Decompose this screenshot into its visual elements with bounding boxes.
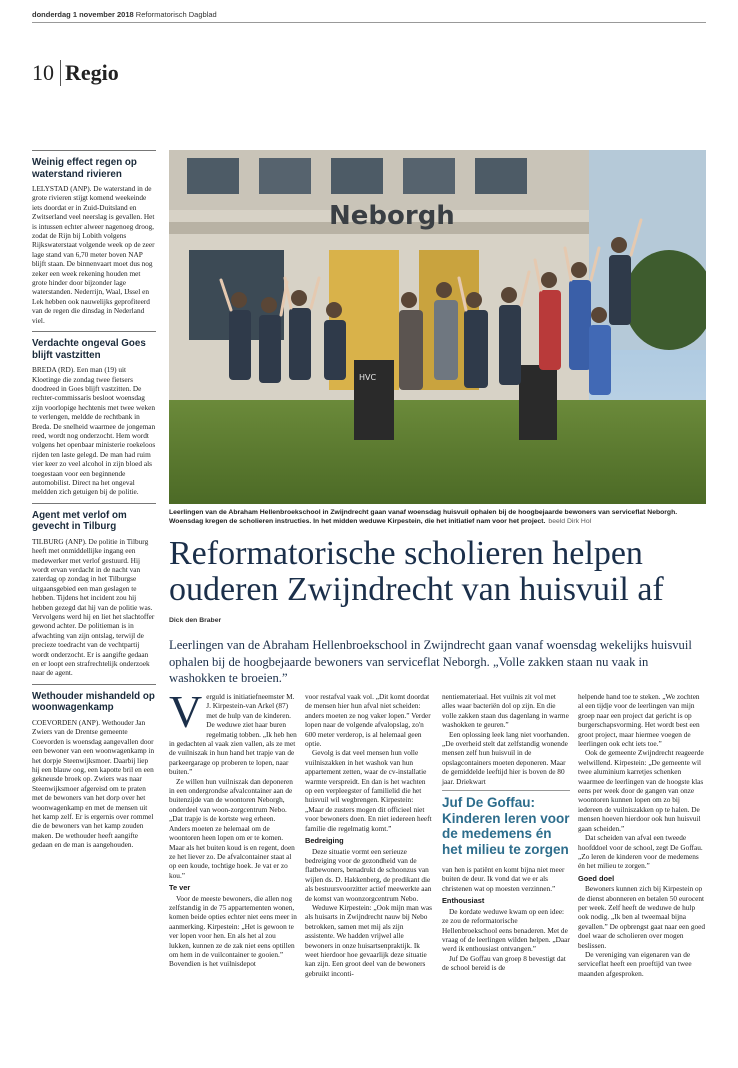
paragraph: nentiemateriaal. Het vuilnis zit vol met alles waar bacteriën dol op zijn. En die volle zakken staan dus dagenlang in warme washokken te geuren.” [442,692,569,730]
paragraph: helpende hand toe te steken. „We zochten al een tijdje voor de leerlingen van mijn groep naar een project dat gericht is op burgerschapsvorming. Het wordt best een groot project, maar hiermee voegen de leerlingen ook echt iets toe.” [578,692,700,749]
building-sign: Neborgh [329,201,455,231]
subheading: Bedreiging [305,836,344,846]
article-column-3 [442,692,570,973]
brief-title: Agent met verlof om gevecht in Tilburg [32,509,127,533]
brief-title: Verdachte ongeval Goes blijft vastzitten [32,338,146,361]
brief-body: TILBURG (ANP). De politie in Tilburg heeft met onmiddellijke ingang een medewerker met verlof gestuurd. Hij wordt ervan verdacht in de nacht van zaterdag op zondag in het Tilburgse uitgaansgebied een man geslagen te hebben. Tijdens het incident zou hij hebben gezegd dat hij van de politie was. Vervolgens werd hij en liet het slachtoffer gewond achter. De politieman is in afwachting van zijn ontslag, terwijl de precieze toedracht van de vechtpartij wordt onderzocht. Er is aangifte gedaan en er loopt een strafrechtelijk onderzoek naar de agent. [32,536,155,678]
article-lede: Leerlingen van de Abraham Hellenbroekschool in Zwijndrecht gaan vanaf woensdag wekelijks huisvuil ophalen bij de hoogbejaarde bewoners van serviceflat Neborgh. „Volle zakken staan nu vaak in washokken te broeien.” [169,638,692,685]
paragraph: Bewoners kunnen zich bij Kirpestein op de dienst abonneren en betalen 50 eurocent per week. Zelf heeft de weduwe de hulp ook nodig. „Ik ben al tweemaal bijna gevallen.” De opbrengst gaat naar een goed doel waar de scholieren over mogen beslissen. [578,884,706,950]
caption-text: Leerlingen van de Abraham Hellenbroekschool in Zwijndrecht gaan vanaf woensdag huisvuil ophalen bij de hoogbejaarde bewoners van serviceflat Neborgh. Woensdag kregen de scholieren instructies. In het midden weduwe Kirpestein, die het initiatief nam voor het project. [169,509,678,525]
paragraph: van hen is patiënt en komt bijna niet meer buiten de deur. Ik vond dat we er als christenen wat op moesten verzinnen.” [442,865,565,893]
paragraph: Verguld is initiatiefneemster M. J. Kirpestein-van Arkel (87) met de hulp van de kinderen. De weduwe ziet haar buren regelmatig tobben. „Ik heb hen in gedachten al vaak zien vallen, als ze met de vuilniszak in hun hand het trapje van de parkeergarage op proberen te lopen, naar buiten.” [169,686,297,777]
dateline [32,10,217,19]
paragraph: Ze willen hun vuilniszak dan deponeren in een ondergrondse afvalcontainer aan de buitenzijde van de woontoren Neborgh, onderdeel van woon-zorgcentrum Nebo. „Dat trapje is de kortste weg erheen. Anders moeten ze helemaal om de woontoren heen lopen om er te komen. Maar als het buiten koud is en regent, doen ze het liever zo. De afvalcontainer staat al op een koude, tochtige hoek. Je vat er zo kou.” [169,776,295,880]
paragraph: De vereniging van eigenaren van de serviceflat heeft een proeftijd van twee maanden afgesproken. [578,949,692,978]
subheading: Goed doel [578,873,615,883]
brief-body: LELYSTAD (ANP). De waterstand in de grote rivieren stijgt komend weekeinde iets doordat er in Zuid-Duitsland en Zwitserland veel neerslag is gevallen. Het is intussen echter alweer nagenoeg droog, zodat de Rijn bij Lobith volgens Rijkswaterstaat volgende week op de zeer lage stand van 6,70 meter boven NAP blijft staan. De binnenvaart moet dus nog zeker een week rekening houden met grote hinder door bijzonder lage waterstanden. Nederrijn, Waal, IJssel en Lek hebben ook nauwelijks geprofiteerd van de regen die dinsdag in Nederland viel. [32,184,155,325]
subheading: Enthousiast [442,896,485,906]
article-headline: Reformatorische scholieren helpen ouderen Zwijndrecht van huisvuil af [169,535,664,608]
brief-item [32,503,156,678]
paragraph: voor restafval vaak vol. „Dit komt doordat de mensen hier hun afval niet scheiden: anders moeten ze nog vaker lopen.” Verder lopen naar de volgende afvalopslag, zo'n 600 meter verderop, is al helemaal geen optie. [305,692,431,749]
pull-quote: Juf De Goffau: Kinderen leren voor de medemens én het milieu te zorgen [442,790,570,857]
paragraph: Gevolg is dat veel mensen hun volle vuilniszakken in het washok van hun appartement zetten, waar de cv-installatie warmte verspreidt. En dan is het wachten op een verpleegster of familielid die het huisvuil wil wegbrengen. Kirpestein: „Maar de zusters mogen dit officieel niet voor bewoners doen. En niet iedereen heeft familie die regelmatig komt.” [305,748,432,833]
newspaper-name: Reformatorisch Dagblad [135,10,217,19]
date: donderdag 1 november 2018 [32,10,134,19]
section-title: Regio [65,60,119,85]
paragraph: Deze situatie vormt een serieuze bedreiging voor de gezondheid van de flatbewoners, benadrukt de schoonzus van wijlen ds. D. Hakkenberg, de predikant die als bestuursvoorzitter actief meewerkte aan de komst van woonzorgcentrum Nebo. [305,846,432,903]
paragraph: De kordate weduwe kwam op een idee: ze zou de reformatorische Hellenbroekschool eens benaderen. Met de vraag of de leerlingen wilden helpen. „Daar werd ik enthousiast ontvangen.” [442,906,570,954]
brief-item [32,684,156,850]
paragraph: Een oplossing leek lang niet voorhanden. „De overheid stelt dat zelfstandig wonende mensen zelf hun huisvuil in de opslagcontainers moeten deponeren. Maar de gemiddelde leeftijd hier is boven de 80 jaar. Driekwart [442,729,570,786]
article-byline: Dick den Braber [169,617,222,624]
photo-caption [169,508,706,526]
news-photo [169,150,706,504]
brief-body: COEVORDEN (ANP). Wethouder Jan Zwiers van de Drentse gemeente Coevorden is woensdag aangevallen door een bewoner van een woonwagenkamp in het dorpje Steenwijksmoer. Daarbij liep hij een blauw oog, een kapotte bril en een gekneusde broek op. Zwiers was naar Steenwijksmoer afgereisd om te praten met de bewoners van het dorp over het woonwagenkamp en met de mensen uit het kamp zelf. Er is ergernis over rommel die de bewoners van het kamp zouden maken. De wethouder heeft aangifte gedaan en de man is aangehouden. [32,717,155,850]
bin-label: HVC [359,373,377,382]
page-number: 10 [32,60,61,86]
news-briefs-sidebar [32,150,156,856]
brief-title: Weinig effect regen op waterstand rivieren [32,157,137,180]
header-rule [32,22,706,23]
paragraph: Ook de gemeente Zwijndrecht reageerde welwillend. Kirpestein: „De gemeente wil twee aluminium karretjes schenken waarmee de leerlingen van de hoogste klas eens per week door de gangen van onze woontoren kunnen lopen om zo bij iedereen de vuilniszakken op te halen. De mensen hoeven hierdoor ook hun huisvuil gaan scheiden.” [578,748,704,833]
brief-item [32,150,156,325]
paragraph: Dat scheiden van afval een tweede hoofddoel voor de school, zegt De Goffau. „Zo leren de kinderen voor de medemens én het milieu te zorgen.” [578,833,703,871]
article-column-1 [169,686,297,969]
photo-credit: beeld Dirk Hol [548,518,592,525]
article-column-2 [305,692,433,978]
paragraph: Juf De Goffau van groep 8 bevestigt dat de school bereid is de [442,953,566,973]
page-header [32,60,119,86]
photo-illustration [169,150,706,504]
brief-body: BREDA (RD). Een man (19) uit Kloetinge die zondag twee fietsers doodreed in Goes blijft vastzitten. De rechter-commissaris besloot woensdag zijn voorlopige hechtenis met twee weken te verlengen, meldde de rechtbank in Breda. De snelheid waarmee de jongeman reed, wordt nog onderzocht. Hem wordt volgens het openbaar ministerie roekeloos rijden ten laste gelegd. De man had ruim vier keer zo veel alcohol in zijn bloed als toegestaan voor een beginnende automobilist. Direct na het ongeval meldden zich getuigen bij de politie. [32,365,156,497]
paragraph: Weduwe Kirpestein: „Ook mijn man was als huisarts in Zwijndrecht nauw bij Nebo betrokken, samen met mij als zijn assistente. We hadden vrijwel alle bewoners in onze huisartsenpraktijk. Ik weet hierdoor hoe gevaarlijk deze situatie kan zijn. Een groot deel van de bewoners gebruikt inconti- [305,902,432,978]
subheading: Te ver [169,883,191,893]
paragraph: Voor de meeste bewoners, die allen nog zelfstandig in de 75 appartementen wonen, komen beide opties echter niet eens meer in aanmerking. Kirpestein: „Het is gewoon te ver lopen voor hen. En als het al zou lukken, kunnen ze de zak niet eens optillen om hem in de vuilcontainer te gooien.” Bovendien is het vuilnisdepot [169,893,297,969]
drop-cap: V [169,686,203,737]
article-column-4 [578,692,706,978]
brief-title: Wethouder mishandeld op woonwagenkamp [32,690,155,714]
brief-item [32,331,156,497]
